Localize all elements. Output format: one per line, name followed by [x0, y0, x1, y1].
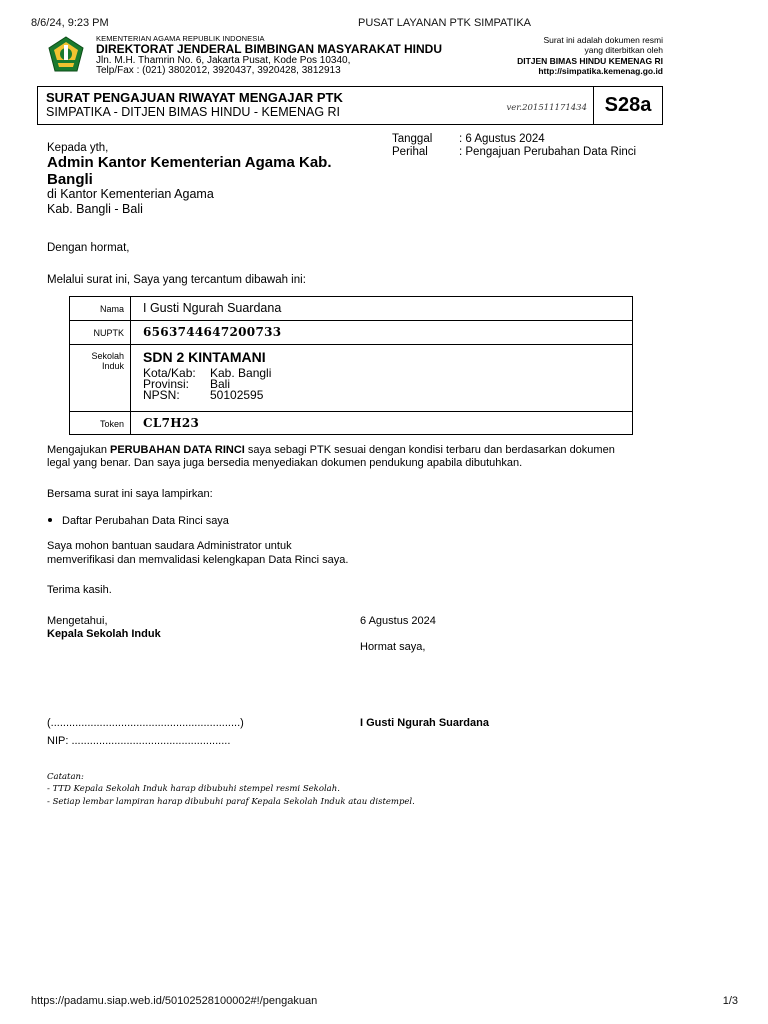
intro-text: Melalui surat ini, Saya yang tercantum dibawah ini:: [47, 274, 306, 286]
school-label-2: Induk: [101, 361, 124, 371]
city-label: Kota/Kab:: [143, 366, 196, 380]
help-line-1: Saya mohon bantuan saudara Administrator untuk: [47, 540, 292, 552]
letterhead-directorate: DIREKTORAT JENDERAL BIMBINGAN MASYARAKAT HINDU: [96, 42, 443, 56]
notes-heading: Catatan:: [47, 772, 84, 782]
print-page-number: 1/3: [722, 995, 738, 1007]
letterhead-ministry: KEMENTERIAN AGAMA REPUBLIK INDONESIA: [96, 34, 265, 43]
attachment-intro: Bersama surat ini saya lampirkan:: [47, 488, 213, 500]
identity-table: [69, 296, 633, 435]
request-paragraph-line-1: [47, 444, 615, 456]
school-npsn: [143, 390, 263, 402]
subject-value: : Pengajuan Perubahan Data Rinci: [459, 146, 637, 158]
letterhead-note-2: yang diterbitkan oleh: [584, 45, 663, 55]
letterhead-issuer: DITJEN BIMAS HINDU KEMENAG RI: [517, 56, 663, 66]
table-row: [70, 297, 632, 321]
salutation: Dengan hormat,: [47, 242, 130, 254]
token-value: CL7H23: [143, 416, 200, 430]
document-title-box: [37, 86, 663, 125]
print-datetime: 8/6/24, 9:23 PM: [31, 17, 109, 29]
print-page-title: PUSAT LAYANAN PTK SIMPATIKA: [358, 17, 531, 29]
request-pre: Mengajukan: [47, 444, 110, 456]
notes-line-1: - TTD Kepala Sekolah Induk harap dibubuhi stempel resmi Sekolah.: [47, 784, 340, 794]
school-name: SDN 2 KINTAMANI: [143, 349, 266, 365]
letterhead-note-1: Surat ini adalah dokumen resmi: [543, 35, 663, 45]
subject-label: Perihal: [392, 146, 428, 158]
province-value: Bali: [210, 377, 231, 391]
request-paragraph-line-2: legal yang benar. Dan saya juga bersedia menyediakan dokumen pendukung apabila dibutuhkan.: [47, 457, 523, 469]
bullet-icon: [48, 518, 52, 522]
letterhead-address: Jln. M.H. Thamrin No. 6, Jakarta Pusat, Kode Pos 10340,: [96, 55, 351, 66]
letterhead-phone: Telp/Fax : (021) 3802012, 3920437, 3920428, 3812913: [96, 65, 341, 76]
nip-blank: NIP: ....................................................: [47, 735, 231, 747]
school-label: [70, 345, 131, 411]
table-row: [70, 321, 632, 345]
table-row: [70, 412, 632, 434]
date-label: Tanggal: [392, 133, 433, 145]
document-version: ver.201511171434: [506, 103, 587, 113]
thanks-text: Terima kasih.: [47, 584, 112, 596]
recipient-address-2: Kab. Bangli - Bali: [47, 202, 143, 216]
head-title: Kepala Sekolah Induk: [47, 628, 161, 640]
nuptk-value: 6563744647200733: [143, 325, 282, 339]
regards-text: Hormat saya,: [360, 641, 426, 653]
name-label: Nama: [70, 297, 131, 320]
print-url: https://padamu.siap.web.id/50102528100002#!/pengakuan: [31, 995, 318, 1007]
document-title: SURAT PENGAJUAN RIWAYAT MENGAJAR PTK: [46, 90, 343, 105]
signer-name: I Gusti Ngurah Suardana: [360, 717, 489, 729]
province-label: Provinsi:: [143, 377, 190, 391]
token-label: Token: [70, 412, 131, 434]
notes-line-2: - Setiap lembar lampiran harap dibubuhi paraf Kepala Sekolah Induk atau distempel.: [47, 797, 415, 807]
acknowledge-text: Mengetahui,: [47, 615, 108, 627]
request-post: saya sebagi PTK sesuai dengan kondisi terbaru dan berdasarkan dokumen: [244, 444, 615, 456]
school-label-1: Sekolah: [91, 351, 124, 361]
letterhead-website: http://simpatika.kemenag.go.id: [538, 66, 663, 76]
kemenag-emblem-icon: [46, 36, 86, 74]
attachment-item: Daftar Perubahan Data Rinci saya: [62, 515, 229, 527]
table-row: [70, 345, 632, 412]
npsn-label: NPSN:: [143, 388, 180, 402]
recipient-name-1: Admin Kantor Kementerian Agama Kab.: [47, 154, 332, 171]
recipient-address-1: di Kantor Kementerian Agama: [47, 187, 214, 201]
head-name-blank: (..............................................................): [47, 717, 244, 729]
document-code: S28a: [593, 87, 662, 124]
help-line-2: memverifikasi dan memvalidasi kelengkapan Data Rinci saya.: [47, 554, 349, 566]
npsn-value: 50102595: [210, 388, 264, 402]
recipient-name-2: Bangli: [47, 171, 93, 188]
date-value: : 6 Agustus 2024: [459, 133, 545, 145]
recipient-greeting: Kepada yth,: [47, 142, 109, 154]
signature-date: 6 Agustus 2024: [360, 615, 436, 627]
city-value: Kab. Bangli: [210, 366, 272, 380]
name-value: I Gusti Ngurah Suardana: [143, 301, 282, 315]
request-bold: PERUBAHAN DATA RINCI: [110, 444, 245, 456]
document-subtitle: SIMPATIKA - DITJEN BIMAS HINDU - KEMENAG RI: [46, 105, 341, 119]
nuptk-label: NUPTK: [70, 321, 131, 344]
